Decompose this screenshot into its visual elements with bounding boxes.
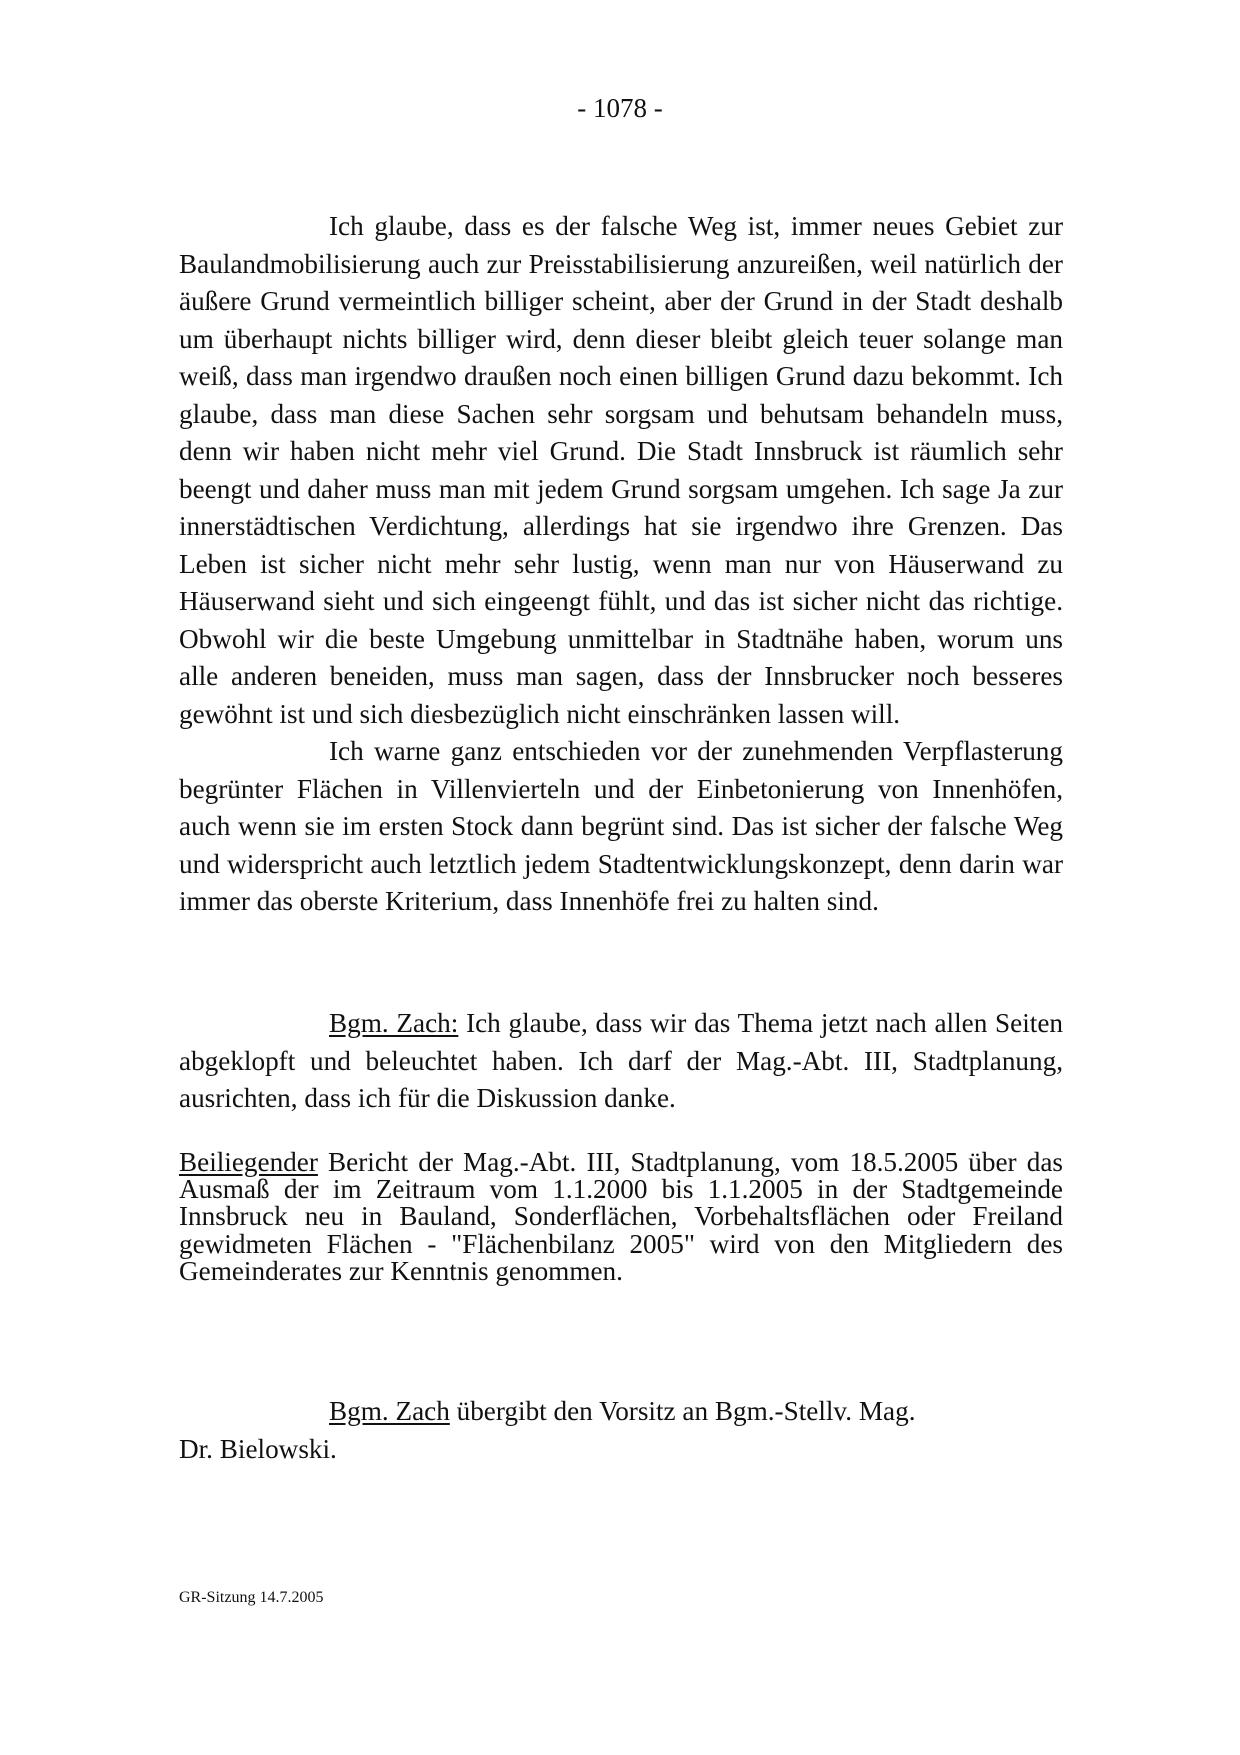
chair-transfer-continuation: Dr. Bielowski. <box>179 1433 337 1464</box>
footer-session: GR-Sitzung 14.7.2005 <box>179 1589 324 1606</box>
resolution-body: Bericht der Mag.-Abt. III, Stadtplanung, vom 18.5.2005 über das Ausmaß der im Zeitraum vom 1.1.2000 bis 1.1.2005 in der Stadtgemeinde Innsbruck neu in Bauland, Sonderflächen, Vorbehaltsflächen oder Freiland gewidmeten Flächen - "Flächenbilanz 2005" wird von den Mitgliedern des Gemeinderates zur Kenntnis genommen. <box>179 1147 1063 1286</box>
mayor-statement-paragraph <box>179 1005 1063 1118</box>
chair-transfer-text: übergibt den Vorsitz an Bgm.-Stellv. Mag. <box>449 1396 916 1426</box>
chair-transfer <box>179 1393 1063 1468</box>
resolution-text <box>179 1149 1063 1285</box>
page-number: - 1078 - <box>577 93 663 123</box>
speech-section <box>179 208 1063 921</box>
mayor-statement-text: Ich glaube, dass wir das Thema jetzt nach allen Seiten abgeklopft und beleuchtet haben. Ich darf der Mag.-Abt. III, Stadtplanung, ausrichten, dass ich für die Diskussion danke. <box>179 1008 1063 1113</box>
mayor-statement <box>179 1005 1063 1118</box>
resolution-lead: Beiliegender <box>179 1147 318 1177</box>
chair-transfer-speaker: Bgm. Zach <box>329 1396 450 1426</box>
speech-paragraph: Ich warne ganz entschieden vor der zunehmenden Verpflasterung begrünter Flächen in Villenvierteln und der Einbetonierung von Innenhöfen, auch wenn sie im ersten Stock dann begrünt sind. Das ist sicher der falsche Weg und widerspricht auch letztlich jedem Stadtentwicklungskonzept, denn darin war immer das oberste Kriterium, dass Innenhöfe frei zu halten sind. <box>179 736 1063 916</box>
speaker-name: Bgm. Zach: <box>329 1008 459 1038</box>
speech-paragraph: Ich glaube, dass es der falsche Weg ist, immer neues Gebiet zur Baulandmobilisierung auch zur Preisstabilisierung anzureißen, weil natürlich der äußere Grund vermeintlich billiger scheint, aber der Grund in der Stadt deshalb um überhaupt nichts billiger wird, denn dieser bleibt gleich teuer solange man weiß, dass man irgendwo draußen noch einen billigen Grund dazu bekommt. Ich glaube, dass man diese Sachen sehr sorgsam und behutsam behandeln muss, denn wir haben nicht mehr viel Grund. Die Stadt Innsbruck ist räumlich sehr beengt und daher muss man mit jedem Grund sorgsam umgehen. Ich sage Ja zur innerstädtischen Verdichtung, allerdings hat sie irgendwo ihre Grenzen. Das Leben ist sicher nicht mehr sehr lustig, wenn man nur von Häuserwand zu Häuserwand sieht und sich eingeengt fühlt, und das ist sicher nicht das richtige. Obwohl wir die beste Umgebung unmittelbar in Stadtnähe haben, worum uns alle anderen beneiden, muss man sagen, dass der Innsbrucker noch besseres gewöhnt ist und sich diesbezüglich nicht einschränken lassen will. <box>179 211 1063 729</box>
